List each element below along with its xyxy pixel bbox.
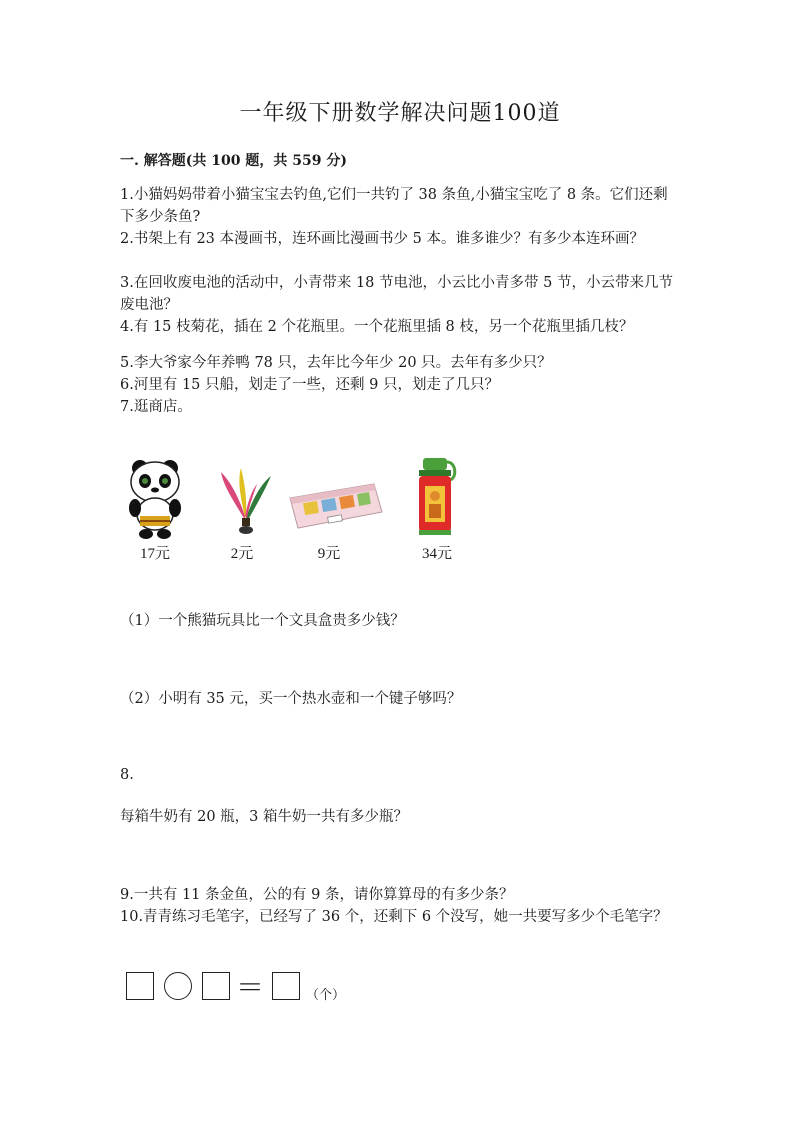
section-heading: 一. 解答题(共 100 题，共 559 分) [120, 153, 347, 169]
shuttlecock-icon [215, 450, 275, 540]
question-8-number: 8. [120, 767, 134, 783]
pencil-case-icon [288, 450, 384, 540]
question-2: 2.书架上有 23 本漫画书，连环画比漫画书少 5 本。谁多谁少？有多少本连环画？ [120, 231, 644, 247]
answer-box[interactable] [126, 972, 154, 1000]
equals-sign: ＝ [236, 971, 265, 1004]
question-7: 7.逛商店。 [120, 399, 192, 415]
price-label: 2元 [230, 546, 254, 562]
thermos-icon [407, 450, 467, 540]
question-5: 5.李大爷家今年养鸭 78 只，去年比今年少 20 只。去年有多少只？ [120, 355, 552, 371]
price-label: 34元 [421, 546, 452, 562]
question-9: 9.一共有 11 条金鱼，公的有 9 条，请你算算母的有多少条？ [120, 887, 514, 903]
unit-label: （个） [306, 988, 346, 1003]
shop-item-thermos [392, 450, 482, 570]
answer-box[interactable] [272, 972, 300, 1000]
question-1: 1.小猫妈妈带着小猫宝宝去钓鱼,它们一共钓了 38 条鱼,小猫宝宝吃了 8 条。它们还剩下多少条鱼? [120, 187, 668, 225]
operator-circle[interactable] [164, 972, 192, 1000]
question-3: 3.在回收废电池的活动中，小青带来 18 节电池，小云比小青多带 5 节，小云带来几节废电池？ [120, 275, 673, 313]
price-label: 9元 [317, 546, 341, 562]
shop-items [120, 450, 480, 570]
question-6: 6.河里有 15 只船，划走了一些，还剩 9 只，划走了几只？ [120, 377, 499, 393]
panda-toy-icon [120, 450, 210, 540]
question-7-sub-1: （1）一个熊猫玩具比一个文具盒贵多少钱？ [120, 613, 405, 629]
shop-item-pencil-case [288, 450, 384, 570]
price-label: 17元 [139, 546, 170, 562]
question-4: 4.有 15 枝菊花，插在 2 个花瓶里。一个花瓶里插 8 枝，另一个花瓶里插几枝？ [120, 319, 634, 335]
question-10: 10.青青练习毛笔字，已经写了 36 个，还剩下 6 个没写，她一共要写多少个毛笔字？ [120, 909, 668, 925]
question-8: 每箱牛奶有 20 瓶，3 箱牛奶一共有多少瓶？ [120, 809, 409, 825]
page-title: 一年级下册数学解决问题100道 [239, 101, 561, 126]
question-7-sub-2: （2）小明有 35 元，买一个热水壶和一个键子够吗？ [120, 691, 462, 707]
answer-box[interactable] [202, 972, 230, 1000]
